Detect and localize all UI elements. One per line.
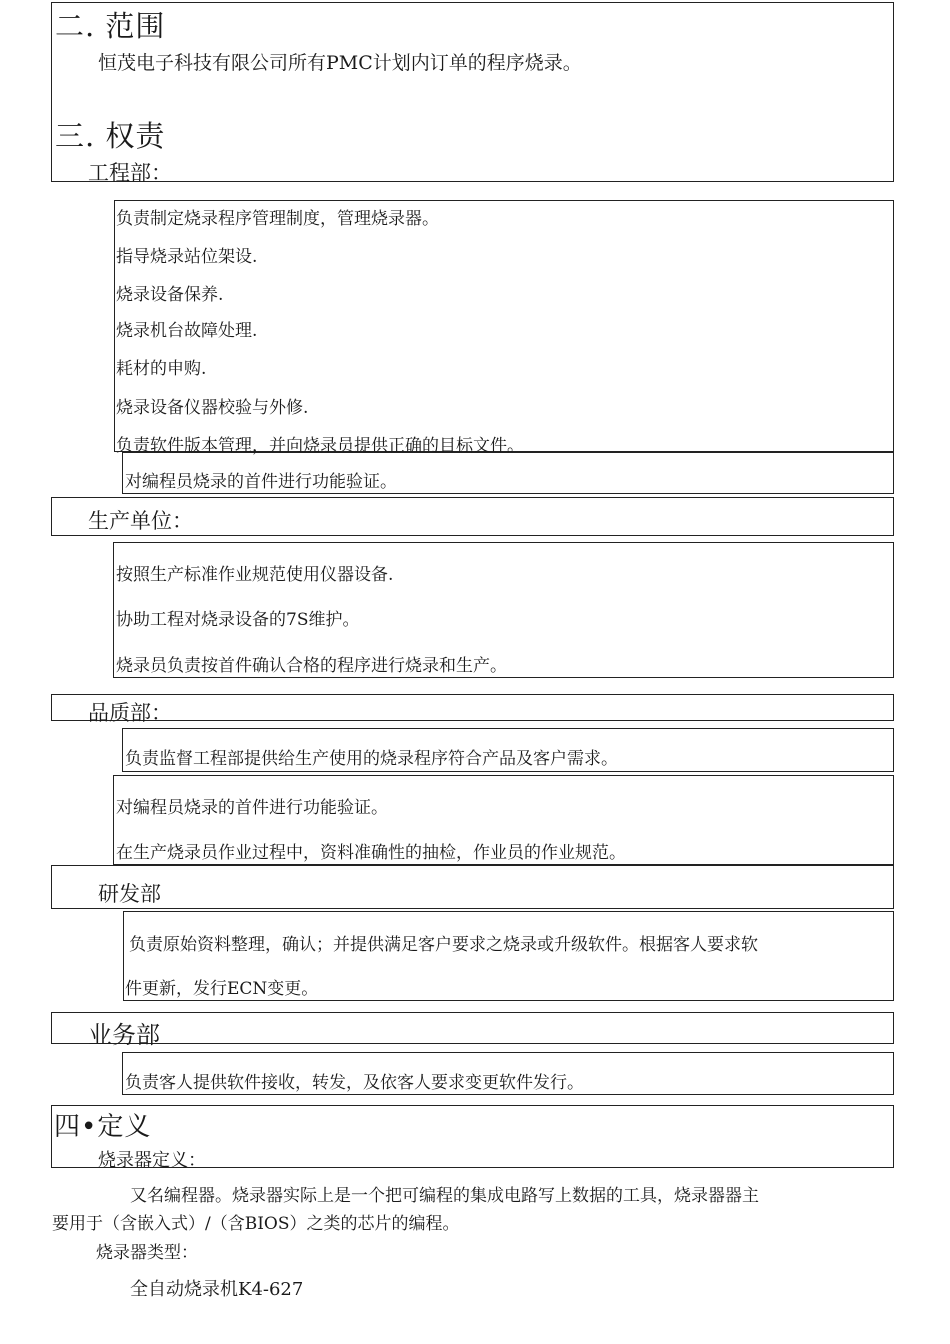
production-title: 生产单位： <box>88 509 193 533</box>
rnd-title-box <box>51 865 894 909</box>
engineering-item: 负责软件版本管理，并向烧录员提供正确的目标文件。 <box>116 436 524 456</box>
rnd-line: 件更新，发行ECN变更。 <box>125 979 319 999</box>
responsibility-heading: 三. 权责 <box>55 119 166 153</box>
quality-title-box <box>51 694 894 721</box>
engineering-item: 负责制定烧录程序管理制度，管理烧录器。 <box>116 209 439 229</box>
definition-paragraph: 要用于（含嵌入式）/（含BIOS）之类的芯片的编程。 <box>52 1214 460 1234</box>
quality-item: 在生产烧录员作业过程中，资料准确性的抽检，作业员的作业规范。 <box>116 843 626 863</box>
quality-title: 品质部： <box>88 701 172 725</box>
engineering-title: 工程部： <box>88 161 172 185</box>
business-title: 业务部 <box>88 1021 160 1049</box>
business-title-box <box>51 1012 894 1044</box>
business-text: 负责客人提供软件接收，转发，及依客人要求变更软件发行。 <box>125 1073 584 1093</box>
type-item: 全自动烧录机K4-627 <box>130 1279 304 1300</box>
definition-sub: 烧录器定义： <box>98 1150 206 1171</box>
production-item: 烧录员负责按首件确认合格的程序进行烧录和生产。 <box>116 656 507 676</box>
definition-heading: 四•定义 <box>54 1112 152 1142</box>
quality-first: 负责监督工程部提供给生产使用的烧录程序符合产品及客户需求。 <box>125 749 618 769</box>
rnd-title: 研发部 <box>98 882 161 906</box>
scope-text: 恒茂电子科技有限公司所有PMC计划内订单的程序烧录。 <box>98 52 582 74</box>
engineering-item: 烧录设备仪器校验与外修. <box>116 398 309 418</box>
scope-heading: 二. 范围 <box>55 9 166 43</box>
engineering-item: 烧录设备保养. <box>116 285 224 305</box>
rnd-line: 负责原始资料整理，确认；并提供满足客户要求之烧录或升级软件。根据客人要求软 <box>129 935 758 955</box>
engineering-item: 烧录机台故障处理. <box>116 321 258 341</box>
scope-responsibility-box <box>51 2 894 182</box>
engineering-extra: 对编程员烧录的首件进行功能验证。 <box>125 472 397 492</box>
definition-paragraph: 又名编程器。烧录器实际上是一个把可编程的集成电路写上数据的工具，烧录器器主 <box>130 1186 759 1206</box>
production-item: 按照生产标准作业规范使用仪器设备. <box>116 565 394 585</box>
engineering-item: 耗材的申购. <box>116 359 207 379</box>
types-title: 烧录器类型： <box>96 1243 198 1263</box>
quality-item: 对编程员烧录的首件进行功能验证。 <box>116 798 388 818</box>
engineering-item: 指导烧录站位架设. <box>116 247 258 267</box>
production-item: 协助工程对烧录设备的7S维护。 <box>116 610 360 630</box>
